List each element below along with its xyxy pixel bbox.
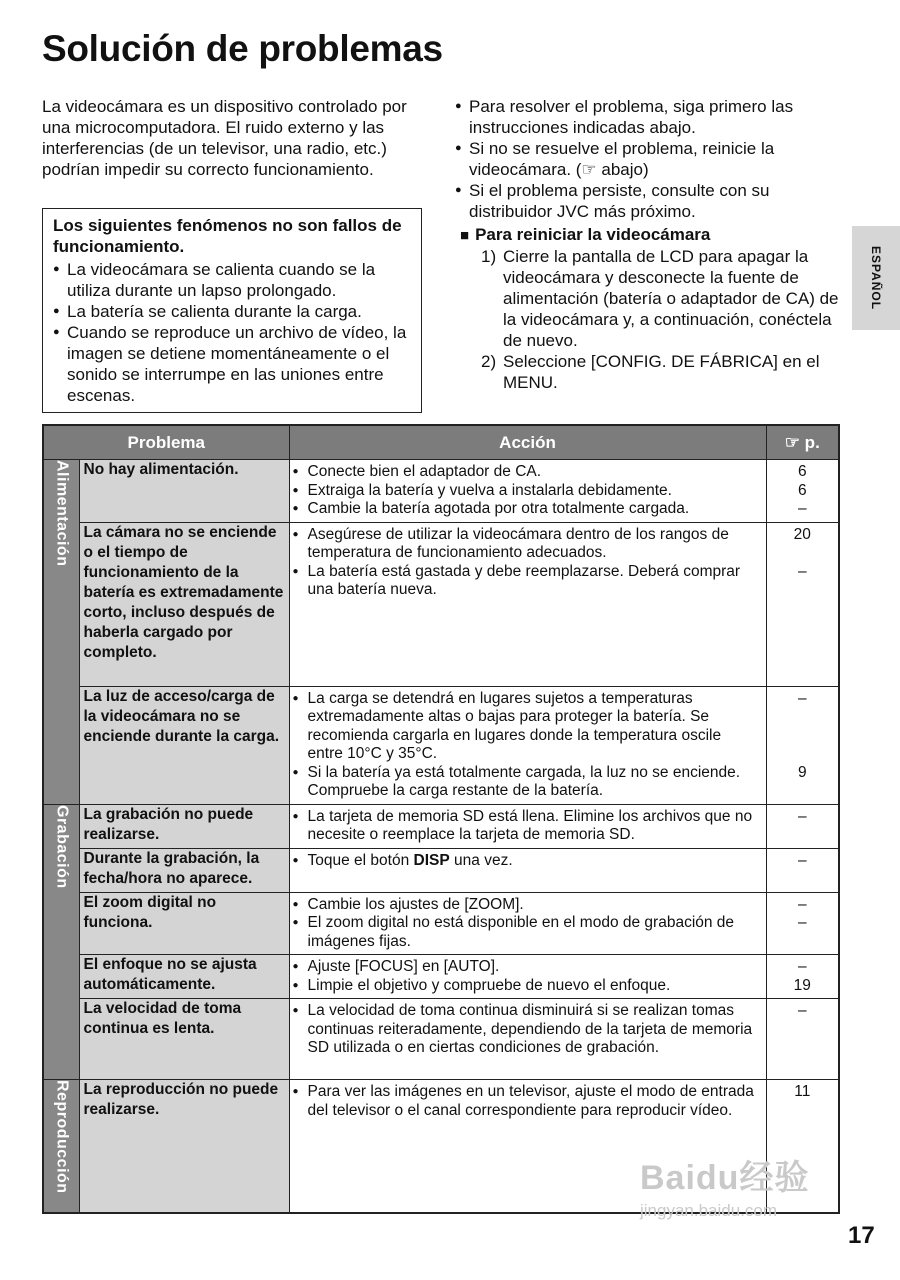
step-text: Cierre la pantalla de LCD para apagar la videocámara y desconecte la fuente de alimentación (batería o adaptador de CA) de la videocámara y, a continuación, conéctela de nuevo.	[503, 247, 839, 350]
page-number: 17	[848, 1222, 875, 1249]
action-cell	[289, 804, 766, 848]
page-cell	[766, 460, 839, 523]
action-item: ● La carga se detendrá en lugares sujetos a temperaturas extremadamente altas o bajas para proteger la batería. Se recomienda cargarla en lugares donde la temperatura oscile entre 10°C y 35°C.	[293, 690, 760, 764]
language-tab-label: ESPAÑOL	[869, 245, 883, 311]
page-ref	[767, 708, 839, 727]
page-ref	[767, 727, 839, 746]
watermark-url: jingyan.baidu.com	[640, 1201, 778, 1220]
page-ref: –	[797, 958, 807, 975]
step-number: 1)	[481, 247, 497, 266]
reset-steps	[455, 246, 840, 393]
problem-cell: La grabación no puede realizarse.	[79, 804, 289, 848]
notice-box	[42, 208, 422, 413]
step-number: 2)	[481, 352, 497, 371]
page-ref: –	[797, 562, 807, 580]
table-row	[43, 999, 839, 1080]
page-ref	[767, 745, 839, 764]
language-tab	[852, 226, 900, 330]
notice-item: ● La batería se calienta durante la carga.	[53, 301, 411, 322]
action-text: una vez.	[449, 851, 513, 869]
page-ref: 9	[797, 763, 807, 781]
page-cell	[766, 848, 839, 892]
notice-item: ● La videocámara se calienta cuando se la utiliza durante un lapso prolongado.	[53, 259, 411, 301]
action-item: ● Si la batería ya está totalmente cargada, la luz no se enciende. Compruebe la carga restante de la batería.	[293, 764, 760, 801]
watermark	[640, 1150, 809, 1221]
action-item: ● Asegúrese de utilizar la videocámara dentro de los rangos de temperatura de funcionamiento adecuados.	[293, 526, 760, 563]
table-row	[43, 460, 839, 523]
category-playback	[43, 1080, 79, 1213]
table-row	[43, 892, 839, 955]
instructions-list	[455, 96, 840, 222]
problem-cell: El enfoque no se ajusta automáticamente.	[79, 955, 289, 999]
table-row	[43, 804, 839, 848]
table-header-row	[43, 425, 839, 460]
page-ref: 6	[797, 463, 807, 480]
action-item: ● Cambie la batería agotada por otra totalmente cargada.	[293, 500, 760, 519]
action-cell	[289, 999, 766, 1080]
troubleshooting-table	[42, 424, 840, 1214]
problem-cell: La velocidad de toma continua es lenta.	[79, 999, 289, 1080]
page-ref: 19	[793, 976, 811, 994]
action-item: ● Conecte bien el adaptador de CA.	[293, 463, 760, 482]
page-ref: –	[797, 895, 807, 913]
page-ref: 11	[794, 1083, 811, 1100]
disp-button-name: DISP	[413, 851, 450, 869]
action-cell	[289, 460, 766, 523]
action-item: ● El zoom digital no está disponible en el modo de grabación de imágenes fijas.	[293, 914, 760, 951]
action-cell	[289, 848, 766, 892]
action-item: ● La velocidad de toma continua disminuirá si se realizan tomas continuas reiteradamente, dependiendo de la tarjeta de memoria SD utilizada o en ciertas condiciones de grabación.	[293, 1002, 760, 1058]
problem-cell: Durante la grabación, la fecha/hora no aparece.	[79, 848, 289, 892]
reset-step	[481, 246, 840, 351]
action-cell	[289, 892, 766, 955]
category-label: Reproducción	[53, 1080, 71, 1194]
category-label: Grabación	[53, 804, 71, 889]
action-cell	[289, 522, 766, 686]
category-label: Alimentación	[53, 460, 71, 567]
reset-heading	[460, 224, 840, 246]
action-item: ● Limpie el objetivo y compruebe de nuevo el enfoque.	[293, 977, 760, 996]
page-cell	[766, 804, 839, 848]
page-ref: –	[797, 914, 807, 931]
reset-step	[481, 351, 840, 393]
page-cell	[766, 892, 839, 955]
action-item: ● La tarjeta de memoria SD está llena. Elimine los archivos que no necesite o reemplace la tarjeta de memoria SD.	[293, 808, 760, 845]
page-ref: –	[797, 689, 807, 707]
action-cell	[289, 955, 766, 999]
page-title: Solución de problemas	[42, 28, 443, 69]
page-ref	[767, 544, 839, 563]
action-item: ● Extraiga la batería y vuelva a instalarla debidamente.	[293, 482, 760, 501]
watermark-logo: Baidu经验	[640, 1159, 810, 1197]
page-cell	[766, 686, 839, 804]
category-power	[43, 460, 79, 805]
table-row	[43, 848, 839, 892]
table-row	[43, 522, 839, 686]
problem-cell: El zoom digital no funciona.	[79, 892, 289, 955]
action-cell	[289, 686, 766, 804]
problem-cell: La reproducción no puede realizarse.	[79, 1080, 289, 1213]
reset-heading-text: Para reiniciar la videocámara	[475, 225, 711, 244]
problem-cell: La cámara no se enciende o el tiempo de funcionamiento de la batería es extremadamente corto, incluso después de haberla cargado por completo.	[79, 522, 289, 686]
action-item: ● Cambie los ajustes de [ZOOM].	[293, 896, 760, 915]
page-ref: –	[797, 851, 807, 869]
action-item: ● Ajuste [FOCUS] en [AUTO].	[293, 958, 760, 977]
table-row	[43, 955, 839, 999]
header-page: ☞ p.	[766, 425, 839, 460]
page-ref: –	[797, 807, 807, 825]
action-item: ● La batería está gastada y debe reemplazarse. Deberá comprar una batería nueva.	[293, 563, 760, 600]
action-item: ● Para ver las imágenes en un televisor, ajuste el modo de entrada del televisor o el canal correspondiente para reproducir vídeo.	[293, 1083, 760, 1120]
table-row	[43, 686, 839, 804]
notice-heading: Los siguientes fenómenos no son fallos de funcionamiento.	[53, 216, 402, 256]
page-ref: 20	[793, 525, 811, 543]
header-problem: Problema	[43, 425, 289, 460]
header-action: Acción	[289, 425, 766, 460]
problem-cell: La luz de acceso/carga de la videocámara no se enciende durante la carga.	[79, 686, 289, 804]
problem-cell: No hay alimentación.	[79, 460, 289, 523]
instruction-item: ● Para resolver el problema, siga primero las instrucciones indicadas abajo.	[455, 96, 840, 138]
category-recording	[43, 804, 79, 1080]
action-text: Toque el botón	[307, 851, 414, 869]
notice-list	[53, 259, 411, 406]
page-cell	[766, 999, 839, 1080]
instruction-item: ● Si no se resuelve el problema, reinicie la videocámara. (☞ abajo)	[455, 138, 840, 180]
instruction-item: ● Si el problema persiste, consulte con su distribuidor JVC más próximo.	[455, 180, 840, 222]
page-cell	[766, 955, 839, 999]
page-ref: –	[797, 500, 807, 517]
intro-paragraph: La videocámara es un dispositivo controlado por una microcomputadora. El ruido externo y las interferencias (de un televisor, una radio, etc.) podrían impedir su correcto funcionamiento.	[42, 97, 407, 179]
page-ref: 6	[797, 481, 807, 499]
page-cell	[766, 522, 839, 686]
step-text: Seleccione [CONFIG. DE FÁBRICA] en el MENU.	[503, 352, 820, 392]
instructions-column	[455, 96, 840, 393]
notice-item: ● Cuando se reproduce un archivo de vídeo, la imagen se detiene momentáneamente o el sonido se interrumpe en las uniones entre escenas.	[53, 322, 411, 406]
square-bullet-icon: ■	[460, 227, 470, 244]
page-ref: –	[797, 1002, 807, 1019]
action-item	[293, 852, 760, 871]
